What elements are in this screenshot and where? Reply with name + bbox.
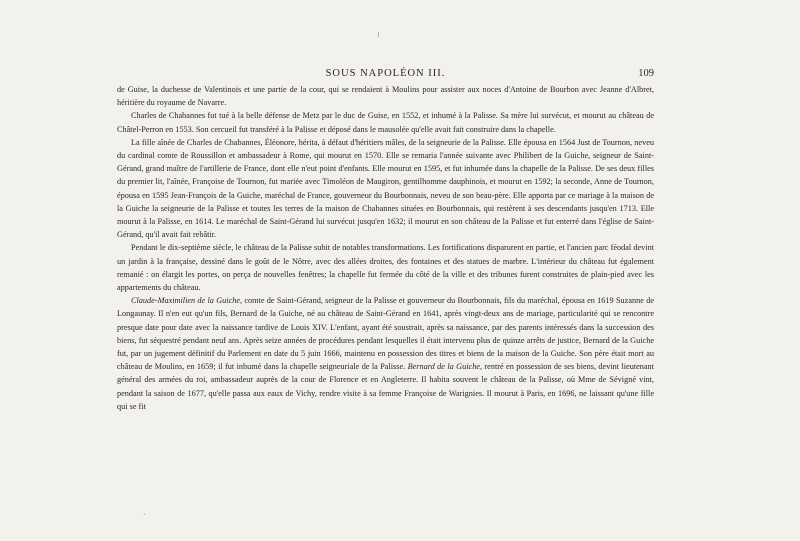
text-segment: , rentré en possession de ses biens, devint lieutenant général des armées du roi, ambassadeur auprès de la cour de Florence et en Angleterre. Il habita souvent le château de la Palisse, où Mme de Sévigné vint, pendant la saison de 1677, qu'elle passa aux eaux de Vichy, rendre visite à sa femme Françoise de Warignies. Il mourut à Paris, en 1696, ne laissant qu'une fille qui se fit [117, 362, 654, 411]
page-number: 109 [638, 68, 654, 79]
paragraph-1 [117, 83, 654, 109]
text-segment: de Guise, la duchesse de Valentinois et une partie de la cour, qui se rendaient à Moulins pour assister aux noces d'Antoine de Bourbon avec Jeanne d'Albret, héritière du royaume de Navarre. [117, 85, 654, 108]
scan-mark-bottom: ˏ [143, 505, 146, 515]
body-text [117, 83, 654, 413]
text-segment: Pendant le dix-septième siècle, le château de la Palisse subit de notables transformations. Les fortifications disparurent en partie, et l'ancien parc féodal devint un jardin à la française, dessiné dans le goût de le Nôtre, avec des allées droites, des fontaines et des statues de marbre. L'intérieur du château fut également remanié : on élargit les portes, on perça de nouvelles fenêtres; la chapelle fut fermée du côté de la ville et des tribunes furent construites de plain-pied avec les appartements du château. [117, 243, 654, 293]
italic-name-claude-maximilien: Claude-Maximilien de la Guiche [131, 296, 241, 306]
text-segment: Charles de Chabannes fut tué à la belle défense de Metz par le duc de Guise, en 1552, et inhumé à la Palisse. Sa mère lui survécut, et mourut au château de Châtel-Perron en 1553. Son cercueil fut transféré à la Palisse et déposé dans le mausolée qu'elle avait fait construire dans la chapelle. [117, 111, 654, 134]
text-segment: La fille aînée de Charles de Chabannes, Éléonore, hérita, à défaut d'héritiers mâles, de la seigneurie de la Palisse. Elle épousa en 1564 Just de Tournon, neveu du cardinal comte de Roussillon et ambassadeur à Rome, qui mourut en 1570. Elle se remaria l'année suivante avec Philibert de la Guiche, seigneur de Saint-Gérand, grand maître de l'artillerie de France, dont elle n'eut point d'enfants. Elle mourut en 1595, et fut inhumée dans la chapelle de la Palisse. De ses deux filles du premier lit, l'aînée, Françoise de Tournon, fut mariée avec Timoléon de Maugiron, gentilhomme dauphinois, et mourut en 1592; la seconde, Anne de Tournon, épousa en 1595 Jean-François de la Guiche, maréchal de France, gouverneur du Bourbonnais, neveu de son beau-père. Elle apporta par ce mariage à la maison de la Guiche la seigneurie de la Palisse et toutes les terres de la maison de Chabannes situées en Bourbonnais, qui restèrent à ses descendants jusqu'en 1713. Elle mourut à la Palisse, en 1614. Le maréchal de Saint-Gérand lui survécut jusqu'en 1632; il mourut en son château de la Palisse et fut enterré dans l'église de Saint-Gérand, qu'il avait fait rebâtir. [117, 137, 654, 240]
text-segment: , comte de Saint-Gérand, seigneur de la Palisse et gouverneur du Bourbonnais, fils du maréchal, épousa en 1619 Suzanne de Longaunay. Il n'en eut qu'un fils, Bernard de la Guiche, né au château de Saint-Gérand en 1641, après vingt-deux ans de mariage, particularité qui se rencontre presque date pour date avec la naissance tardive de Louis XIV. L'enfant, ayant été soustrait, après sa naissance, par des parents intéressés dans la succession des biens, fut séquestré pendant neuf ans. Après seize années de procédures pendant lesquelles il était intervenu plus de quinze arrêts de justice, Bernard de la Guiche fut, par un jugement définitif du Parlement en date du 5 juin 1666, maintenu en possession des titres et biens de la maison de la Guiche. Son père était mort au château de Moulins, en 1659; il fut inhumé dans la chapelle seigneuriale de la Palisse. [117, 296, 654, 372]
paragraph-2 [117, 109, 654, 135]
italic-name-bernard: Bernard de la Guiche [407, 362, 480, 372]
paragraph-5 [117, 294, 654, 413]
running-title: SOUS NAPOLÉON III. [325, 68, 446, 79]
page-header [117, 68, 654, 82]
paragraph-4 [117, 241, 654, 294]
paragraph-3 [117, 136, 654, 242]
scan-mark-top [378, 32, 379, 37]
